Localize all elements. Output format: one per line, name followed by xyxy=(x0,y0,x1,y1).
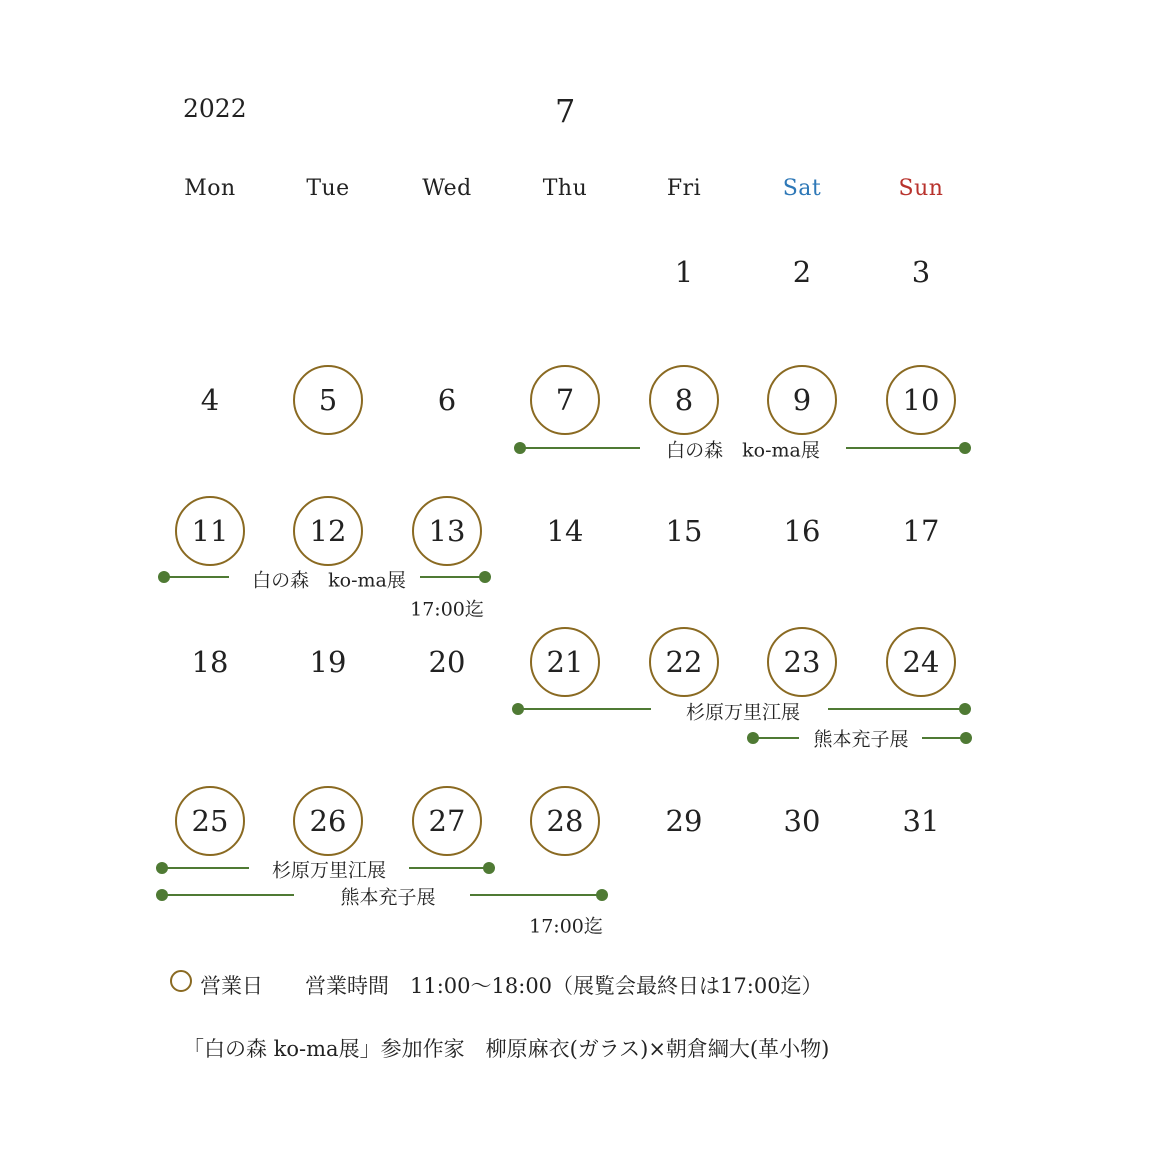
day-cell-7: 7 xyxy=(530,365,600,435)
exhibit-bar-end-dot xyxy=(596,889,608,901)
day-cell-27: 27 xyxy=(412,786,482,856)
exhibit-label-sugihara: 杉原万里江展 xyxy=(685,701,801,724)
day-cell-25: 25 xyxy=(175,786,245,856)
closing-time-note: 17:00迄 xyxy=(529,915,603,938)
day-cell-9: 9 xyxy=(767,365,837,435)
day-cell-17: 17 xyxy=(902,514,940,548)
open-day-ring-icon xyxy=(170,970,192,992)
weekday-wed: Wed xyxy=(422,176,472,201)
day-cell-16: 16 xyxy=(783,514,821,548)
day-cell-5: 5 xyxy=(293,365,363,435)
day-cell-21: 21 xyxy=(530,627,600,697)
weekday-mon: Mon xyxy=(184,176,236,201)
exhibit-label-kumamoto: 熊本充子展 xyxy=(813,728,909,751)
day-cell-18: 18 xyxy=(191,645,229,679)
exhibit-bar-line xyxy=(753,737,799,739)
exhibit-label-shironomori: 白の森 ko-ma展 xyxy=(666,439,820,462)
exhibit-label-kumamoto: 熊本充子展 xyxy=(340,886,436,909)
day-cell-4: 4 xyxy=(200,383,220,417)
weekday-thu: Thu xyxy=(542,176,588,201)
exhibit-bar-start-dot xyxy=(156,889,168,901)
closing-time-note: 17:00迄 xyxy=(410,598,484,621)
exhibit-label-shironomori: 白の森 ko-ma展 xyxy=(252,569,406,592)
calendar-year: 2022 xyxy=(183,94,247,123)
day-cell-1: 1 xyxy=(674,255,694,289)
exhibit-bar-line xyxy=(162,867,249,869)
day-cell-8: 8 xyxy=(649,365,719,435)
exhibit-bar-line xyxy=(409,867,489,869)
day-cell-13: 13 xyxy=(412,496,482,566)
weekday-tue: Tue xyxy=(306,176,350,201)
exhibit-bar-end-dot xyxy=(960,732,972,744)
exhibit-bar-line xyxy=(520,447,640,449)
day-cell-2: 2 xyxy=(792,255,812,289)
exhibit-bar-start-dot xyxy=(514,442,526,454)
exhibit-bar-end-dot xyxy=(959,442,971,454)
exhibit-bar-line xyxy=(162,894,294,896)
exhibition-artists-note: 「白の森 ko-ma展」参加作家 柳原麻衣(ガラス)×朝倉綱大(革小物) xyxy=(183,1037,830,1061)
day-cell-12: 12 xyxy=(293,496,363,566)
exhibit-bar-line xyxy=(846,447,965,449)
weekday-sat: Sat xyxy=(782,176,822,201)
exhibit-bar-start-dot xyxy=(156,862,168,874)
day-cell-14: 14 xyxy=(546,514,584,548)
exhibit-bar-line xyxy=(518,708,651,710)
exhibit-label-sugihara: 杉原万里江展 xyxy=(271,859,387,882)
exhibit-bar-start-dot xyxy=(747,732,759,744)
day-cell-11: 11 xyxy=(175,496,245,566)
exhibit-bar-end-dot xyxy=(959,703,971,715)
day-cell-23: 23 xyxy=(767,627,837,697)
exhibit-bar-end-dot xyxy=(479,571,491,583)
day-cell-3: 3 xyxy=(911,255,931,289)
day-cell-24: 24 xyxy=(886,627,956,697)
calendar-month: 7 xyxy=(555,92,576,130)
day-cell-6: 6 xyxy=(437,383,457,417)
day-cell-29: 29 xyxy=(665,804,703,838)
exhibit-bar-line xyxy=(828,708,965,710)
day-cell-31: 31 xyxy=(902,804,940,838)
exhibit-bar-line xyxy=(164,576,229,578)
exhibit-bar-start-dot xyxy=(158,571,170,583)
legend-business-hours: 営業日 営業時間 11:00～18:00（展覧会最終日は17:00迄） xyxy=(200,974,823,998)
day-cell-10: 10 xyxy=(886,365,956,435)
day-cell-20: 20 xyxy=(428,645,466,679)
day-cell-19: 19 xyxy=(309,645,347,679)
weekday-sun: Sun xyxy=(898,176,944,201)
weekday-fri: Fri xyxy=(666,176,702,201)
exhibit-bar-line xyxy=(420,576,485,578)
exhibit-bar-line xyxy=(470,894,602,896)
day-cell-28: 28 xyxy=(530,786,600,856)
day-cell-30: 30 xyxy=(783,804,821,838)
day-cell-15: 15 xyxy=(665,514,703,548)
day-cell-26: 26 xyxy=(293,786,363,856)
exhibit-bar-end-dot xyxy=(483,862,495,874)
exhibit-bar-start-dot xyxy=(512,703,524,715)
day-cell-22: 22 xyxy=(649,627,719,697)
